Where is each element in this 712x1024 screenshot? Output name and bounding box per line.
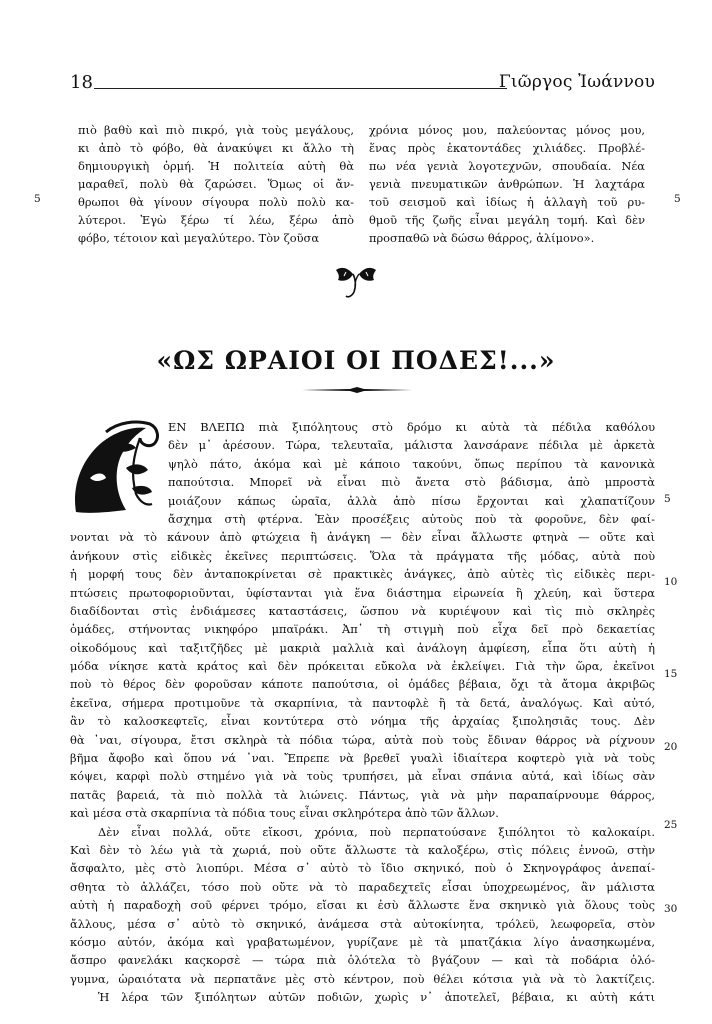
text-line: λύτεροι. Ἐγὼ ξέρω τί λέω, ξέρω ἀπὸ [78, 213, 354, 227]
text-line: σθητα τὸ ἀλλάζει, τόσο ποὺ οὔτε νὰ τὸ παραδεχτεῖς εἶσαι ὑποχρεωμένος, ἂν μάλιστα [70, 879, 655, 894]
text-line: Καὶ δὲν τὸ λέω γιὰ τὰ χωριά, ποὺ οὔτε ἄλλωστε τὰ καλοξέρω, στὶς πόλεις ἐννοῶ, στὴν [70, 842, 655, 857]
ivy-leaf-ornament-icon [334, 264, 378, 302]
text-line: Δὲν εἶναι πολλά, οὔτε εἴκοσι, χρόνια, ποὺ περπατούσανε ξιπόλητοι τὸ καλοκαίρι. [98, 824, 655, 839]
line-number: 15 [664, 668, 678, 680]
text-line: πω νέα γενιὰ λογοτεχνῶν, σπουδαία. Νέα [369, 159, 645, 173]
text-line: ἀνήκουν στὶς εἰδικὲς ἐκεῖνες περιπτώσεις. Ὅλα τὰ πράγματα τῆς μόδας, αὐτὰ ποὺ [70, 548, 655, 563]
text-line: ἄσπρο φανελάκι καςκορσὲ — τώρα πιὰ ὁλότελα τὸ βγάζουν — καὶ τὰ ποδάρια ὁλό- [70, 953, 655, 968]
text-line: κόψει, καρφὶ πολὺ στημένο γιὰ νὰ τοὺς τρυπήσει, μὰ εἶναι σπάνια αὐτά, καὶ ἰδίως σὰν [70, 769, 655, 784]
text-line: Ἡ λέρα τῶν ξιπόλητων αὐτῶν ποδιῶν, χωρὶς ν᾽ ἀποτελεῖ, βέβαια, κι αὐτὴ κάτι [98, 990, 655, 1005]
text-line: κι ἀπὸ τὸ φόβο, θὰ ἀνακύψει κι ἄλλο τὴ [78, 141, 354, 155]
text-line: προσπαθῶ νὰ δώσω θάρρος, ἀλίμονο». [369, 231, 595, 245]
text-line: ἕνας πρὸς ἑκατοντάδες χιλιάδες. Προβλέ- [369, 141, 645, 155]
text-line: γυμνα, ὡραιότατα νὰ περπατᾶνε μὲς στὸ κέντρον, ποὺ θέλει κότσια γιὰ νὰ τὸ λακτίζεις. [70, 971, 655, 986]
text-line: παπούτσια. Μπορεῖ νὰ εἶναι πιὸ ἄνετα στὸ βάδισμα, ἀπὸ μπροστὰ [168, 475, 655, 490]
text-line: νονται νὰ τὸ κάνουν ἀπὸ φτώχεια ἢ ἀνάγκη — δὲν εἶναι ἄλλωστε φτηνὰ — οὔτε καὶ [70, 530, 655, 545]
line-number: 10 [664, 576, 678, 588]
text-line: θμοῦ τῆς ζωῆς εἶναι μεγάλη τομή. Καὶ δὲν [369, 213, 645, 227]
text-line: διαδίδονται στὶς ἐνδιάμεσες καταστάσεις, ὥσπου νὰ κυριέψουν καὶ τὶς πιὸ σκληρὲς [70, 603, 655, 618]
running-header [70, 72, 655, 94]
text-line: κόσμο αὐτόν, ἀκόμα καὶ γραβατωμένον, γυρίζανε μὲ τὰ μπατζάκια λίγο ἀνασηκωμένα, [70, 934, 655, 949]
text-line: πιὸ βαθὺ καὶ πιὸ πικρό, γιὰ τοὺς μεγάλους, [78, 123, 354, 137]
text-line: μόδα νίκησε κατὰ κράτος καὶ δὲν πρόκειται εὔκολα νὰ ἐκλείψει. Γιὰ τὴν ὥρα, ἐκεῖνοι [70, 659, 655, 674]
line-number: 5 [664, 493, 671, 505]
text-line: ποὺ τὸ θέρος δὲν φοροῦσαν κάποτε παπούτσια, οἱ ὁμάδες βέβαια, ὄχι τὰ ἄτομα ἀκριβῶς [70, 677, 655, 692]
text-line: δημιουργικὴ ὁρμή. Ἡ πολιτεία αὐτὴ θὰ [78, 159, 354, 173]
text-line: καὶ μέσα στὰ σκαρπίνια τὰ πόδια τους εἶναι σκληρότερα ἀπὸ τῶν ἄλλων. [70, 806, 499, 821]
text-line: τοῦ σεισμοῦ καὶ ἰδίως ἡ ἀλλαγὴ τοῦ ρυ- [369, 195, 645, 209]
text-line: μαραθεῖ, πολὺ θὰ ζαρώσει. Ὅμως οἱ ἄν- [78, 177, 354, 191]
line-number: 30 [664, 903, 678, 915]
text-line: μοιάζουν κάπως ὡραῖα, ἀλλὰ ἀπὸ πίσω ἔρχονται καὶ χλαπατίζουν [168, 493, 655, 508]
text-line: ἄλλους, μέσα σ᾽ αὐτὸ τὸ σκηνικό, ἀνάμεσα στὰ αὐτοκίνητα, τρόλεϋ, λεωφορεῖα, στὸν [70, 916, 655, 931]
line-number: 20 [664, 741, 678, 753]
text-line: ἂν τὸ καλοσκεφτεῖς, εἶναι κοντύτερα στὸ νόημα τῆς ἀρχαίας ξιπολησιᾶς τους. Δὲν [70, 714, 655, 729]
line-number: 25 [664, 819, 678, 831]
text-line: αὐτὴ ἡ παραδοχὴ σοῦ φέρνει τρόμο, εἴσαι κι ἐσὺ ἄλλωστε ἕνα σκηνικὸ γιὰ ὅλους τοὺς [70, 898, 655, 913]
text-line: φόβο, τέτοιον καὶ μεγαλύτερο. Τὸν ζοῦσα [78, 231, 320, 245]
text-line: ἄσφαλτο, μὲς στὸ λιοπύρι. Μέσα σ᾽ αὐτὸ τὸ ἴδιο σκηνικό, ποὺ ὁ Σκηνογράφος ἀνεπαί- [70, 861, 655, 876]
text-line: βῆμα ἄφοβο καὶ ὅπου νά ᾽ναι. Ἔπρεπε νὰ βρεθεῖ γυαλὶ ἰδιαίτερα κοφτερὸ γιὰ νὰ τοὺς [70, 751, 655, 766]
top-right-column [369, 121, 645, 247]
text-line: οἰκοδόμους καὶ ταξιτζῆδες μὲ μακριὰ μαλλιὰ καὶ ἀνάλογη ἀμφίεση, εἶπα ὅτι αὐτὴ ἡ [70, 640, 655, 655]
text-line: ἡ μορφή τους δὲν ἀνταποκρίνεται σὲ πρακτικὲς ἀνάγκες, ἀπὸ αὐτὲς τὶς εἰδικὲς περι- [70, 567, 655, 582]
text-line: πατᾶς βαρειά, τὰ πιὸ πολλὰ τὰ λιώνεις. Πάντως, γιὰ νὰ μὴν παραπαίρνουμε θάρρος, [70, 787, 655, 802]
text-line: δὲν μ᾽ ἀρέσουν. Τώρα, τελευταῖα, μάλιστα λανσάρανε πέδιλα μὲ ἀρκετὰ [168, 438, 655, 453]
article-body [70, 418, 655, 1007]
line-number: 5 [34, 193, 41, 205]
text-line: ψηλὸ πάτο, ἀκόμα καὶ μὲ κάποιο τακούνι, ὅπως περίπου τὰ κανονικὰ [168, 456, 655, 471]
text-line: θρωποι θὰ γίνουν σίγουρα πολὺ πολὺ κα- [78, 195, 354, 209]
line-number: 5 [674, 193, 681, 205]
text-line: θὰ ᾽ναι, σίγουρα, ἔτσι σκληρὰ τὰ πόδια τώρα, αὐτὰ ποὺ τοὺς ἔδιναν θάρρος νὰ ρίχνουν [70, 732, 655, 747]
text-line: ἄσχημα στὴ φτέρνα. Ἐὰν προσέξεις αὐτοὺς ποὺ τὰ φοροῦνε, δὲν φαί- [168, 511, 655, 526]
text-line: ὁμάδες, στήνοντας νικηφόρο μπαϊράκι. Ἀπ᾽ τὴ στιγμὴ ποὺ εἶχα δεῖ πρὸ δεκαετίας [70, 622, 655, 637]
text-line: πτώσεις πρωτοφοριοῦνται, ὑφίστανται γιὰ ἕνα διάστημα εἰρωνεία ἢ χλεύη, καὶ ὕστερα [70, 585, 655, 600]
header-rule [94, 88, 507, 89]
page-number: 18 [70, 72, 93, 93]
running-author: Γιῶργος Ἰωάννου [498, 72, 655, 92]
title-rule-ornament [302, 387, 412, 393]
text-line: ἐκεῖνα, σήμερα προτιμοῦνε τὰ σκαρπίνια, τὰ παντοφλὲ ἢ τὰ δετά, ἀναλόγως. Καὶ αὐτό, [70, 695, 655, 710]
text-line: χρόνια μόνος μου, παλεύοντας μόνος μου, [369, 123, 645, 137]
text-line: γενιὰ πνευματικῶν ἀνθρώπων. Ἡ λαχτάρα [369, 177, 645, 191]
top-left-column [78, 121, 354, 247]
text-line: ΕΝ ΒΛΕΠΩ πιὰ ξιπόλητους στὸ δρόμο κι αὐτὰ τὰ πέδιλα καθόλου [168, 420, 655, 434]
article-title: «ΩΣ ΩΡΑΙΟΙ ΟΙ ΠΟΔΕΣ!...» [156, 346, 556, 375]
